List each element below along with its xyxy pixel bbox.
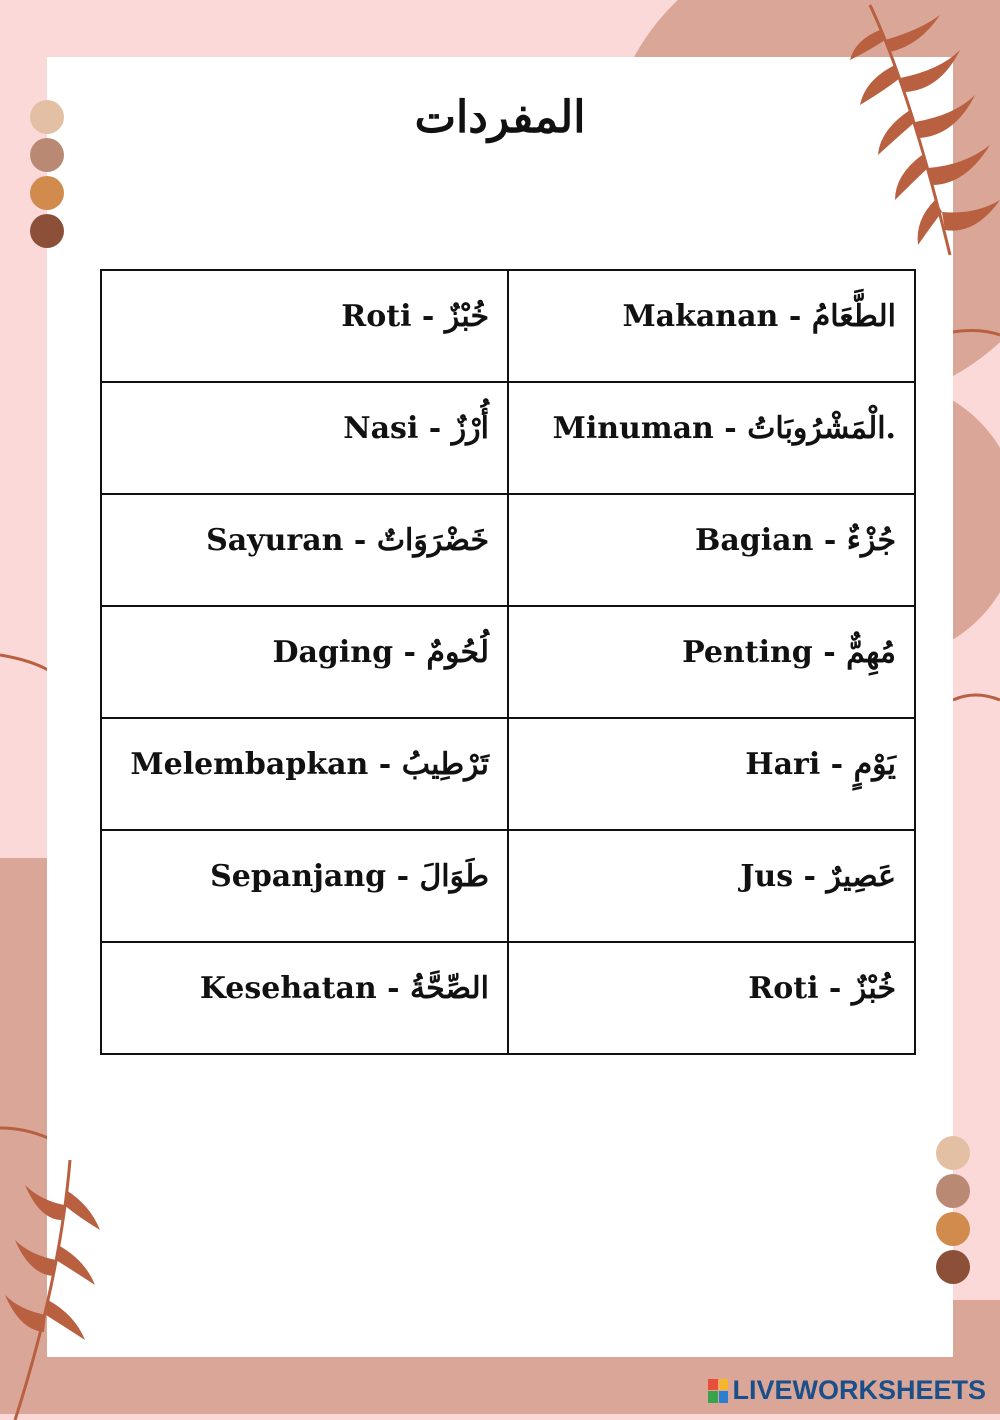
table-row (101, 606, 915, 718)
vocab-cell: Penting - مُهِمٌّ (508, 606, 915, 718)
vocab-cell: Nasi - أُرْزٌ (101, 382, 508, 494)
vocab-cell: Sayuran - خَضْرَوَاتٌ (101, 494, 508, 606)
table-row (101, 942, 915, 1054)
color-swatches-bottom (936, 1136, 970, 1284)
swatch (30, 138, 64, 172)
vocab-cell: Hari - يَوْمٍ (508, 718, 915, 830)
vocab-cell: Jus - عَصِيرٌ (508, 830, 915, 942)
liveworksheets-logo-icon (708, 1379, 728, 1403)
vocabulary-table (100, 269, 916, 1055)
swatch (936, 1212, 970, 1246)
vocab-cell: Minuman - الْمَشْرُوبَاتُ. (508, 382, 915, 494)
vocab-cell: Roti - خُبْزٌ (101, 270, 508, 382)
liveworksheets-footer[interactable] (708, 1375, 986, 1406)
swatch (936, 1136, 970, 1170)
vocab-cell: Sepanjang - طَوَالَ (101, 830, 508, 942)
table-row (101, 494, 915, 606)
leaf-icon (0, 1160, 120, 1420)
table-row (101, 830, 915, 942)
table-row (101, 718, 915, 830)
vocab-cell: Bagian - جُزْءٌ (508, 494, 915, 606)
vocab-cell: Kesehatan - الصِّحَّةُ (101, 942, 508, 1054)
vocab-cell: Melembapkan - تَرْطِيبُ (101, 718, 508, 830)
swatch (30, 214, 64, 248)
brand-name: LIVEWORKSHEETS (732, 1375, 986, 1405)
vocab-cell: Daging - لُحُومٌ (101, 606, 508, 718)
vocab-cell: Makanan - الطَّعَامُ (508, 270, 915, 382)
page-title: المفردات (414, 92, 586, 143)
swatch (30, 176, 64, 210)
table-row (101, 270, 915, 382)
swatch (936, 1174, 970, 1208)
swatch (936, 1250, 970, 1284)
table-row (101, 382, 915, 494)
vocab-cell: Roti - خُبْزٌ (508, 942, 915, 1054)
